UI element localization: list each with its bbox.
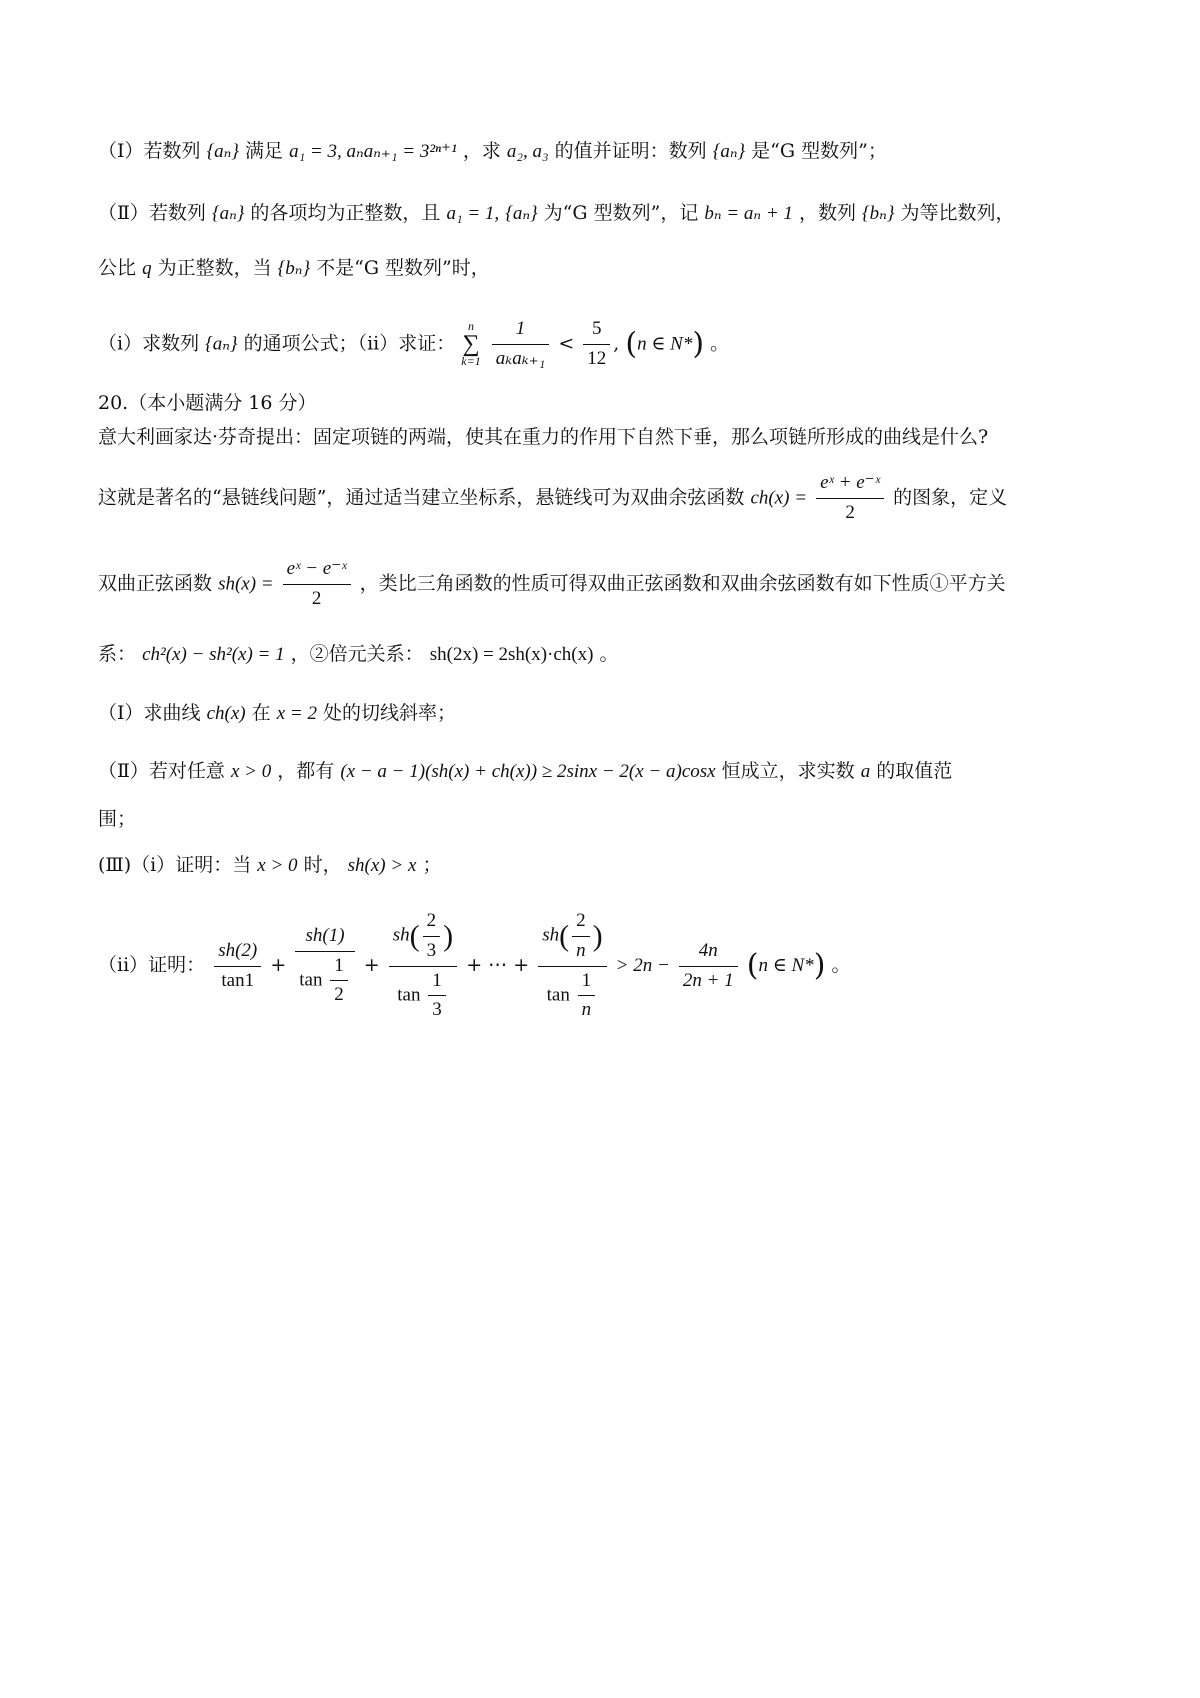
summation: n ∑ k=1 [461,319,481,369]
ch-fraction: $\frac{\text{eˣ + e⁻ˣ}}{2}$ [816,472,884,525]
q20-part2-cont: 围； [98,808,137,830]
q20-intro-4: 系： ch²(x) − sh²(x) = 1 ，②倍元关系： sh(2x) = 2sh(x)·ch(x) 。 [98,643,619,665]
sh-fraction: $\frac{\text{eˣ − e⁻ˣ}}{2}$ [283,558,351,611]
q19-part2-line2: 公比 q 为正整数，当 {bₙ} 不是“G 型数列”时， [98,257,490,279]
q20-part2: （Ⅱ）若对任意 x > 0 ，都有 (x − a − 1)(sh(x) + ch(x)) ≥ 2sinx − 2(x − a)cosx 恒成立，求实数 a 的取值范 [98,760,953,782]
seq-b: {bₙ} [862,203,895,224]
term-3: sh( $\frac{2}{3}$ ) tan $\frac{1}{3}$ [389,910,457,1022]
rhs-fraction-4n: $\frac{4n}{2n + 1}$ [679,940,738,993]
term-2: sh(1) tan $\frac{1}{2}$ [295,925,354,1007]
q20-part3-i: (Ⅲ)（i）证明：当 x > 0 时， sh(x) > x ； [98,854,442,876]
q19-sub-parts: （i）求数列 {aₙ} 的通项公式；（ii）求证： n ∑ k=1 $\frac{1}{\text{aₖaₖ₊₁}}$ < $\frac{5}{12}$ , (n ∈ N*) 。 [98,318,730,369]
q19-part1: （Ⅰ）若数列 {aₙ} 满足 a₁ = 3, aₙaₙ₊₁ = 3²ⁿ⁺¹ ，求 a₂, a₃ 的值并证明：数列 {aₙ} 是“G 型数列”； [98,140,887,162]
q20-heading: 20.（本小题满分 16 分） [98,392,317,414]
q19-part2: （Ⅱ）若数列 {aₙ} 的各项均为正整数，且 a₁ = 1, {aₙ} 为“G 型数列”，记 bₙ = aₙ + 1 ，数列 {bₙ} 为等比数列， [98,202,1015,224]
sum-fraction: $\frac{1}{\text{aₖaₖ₊₁}}$ [492,318,550,371]
q20-intro-3: 双曲正弦函数 sh(x) = $\frac{\text{eˣ − e⁻ˣ}}{2}$ ，类比三角函数的性质可得双曲正弦函数和双曲余弦函数有如下性质①平方关 [98,558,1006,609]
double-relation: sh(2x) = 2sh(x)·ch(x) [429,644,594,665]
q20-part3-ii: （ii）证明： $\frac{sh(2)}{\tan 1}$ + sh(1) tan $\frac{1}{2}$ + sh( $\frac{2}{3}$ ) tan $\frac{1}{3}$ + ⋯ + sh( $\frac{2}{n}$ ) tan $\frac{1}{n}$ > 2n − $\frac{4n}{2n + 1}$ (n ∈ N*) 。 [98,910,851,1021]
part1-condition: a₁ = 3, aₙaₙ₊₁ = 3²ⁿ⁺¹ [289,141,457,162]
term-1: $\frac{sh(2)}{\tan 1}$ [214,940,261,993]
part2-inequality: (x − a − 1)(sh(x) + ch(x)) ≥ 2sinx − 2(x − a)cosx [340,761,716,782]
q20-intro-2: 这就是著名的“悬链线问题”，通过适当建立坐标系，悬链线可为双曲余弦函数 ch(x) = $\frac{\text{eˣ + e⁻ˣ}}{2}$ 的图象，定义 [98,472,1008,523]
seq-a: {aₙ} [206,141,239,162]
term-n: sh( $\frac{2}{n}$ ) tan $\frac{1}{n}$ [538,910,606,1022]
q20-intro-1: 意大利画家达·芬奇提出：固定项链的两端，使其在重力的作用下自然下垂，那么项链所形成的曲线是什么? [98,426,989,448]
rhs-fraction: $\frac{5}{12}$ [583,318,610,371]
square-relation: ch²(x) − sh²(x) = 1 [142,644,285,665]
q20-part1: （Ⅰ）求曲线 ch(x) 在 x = 2 处的切线斜率； [98,702,457,724]
